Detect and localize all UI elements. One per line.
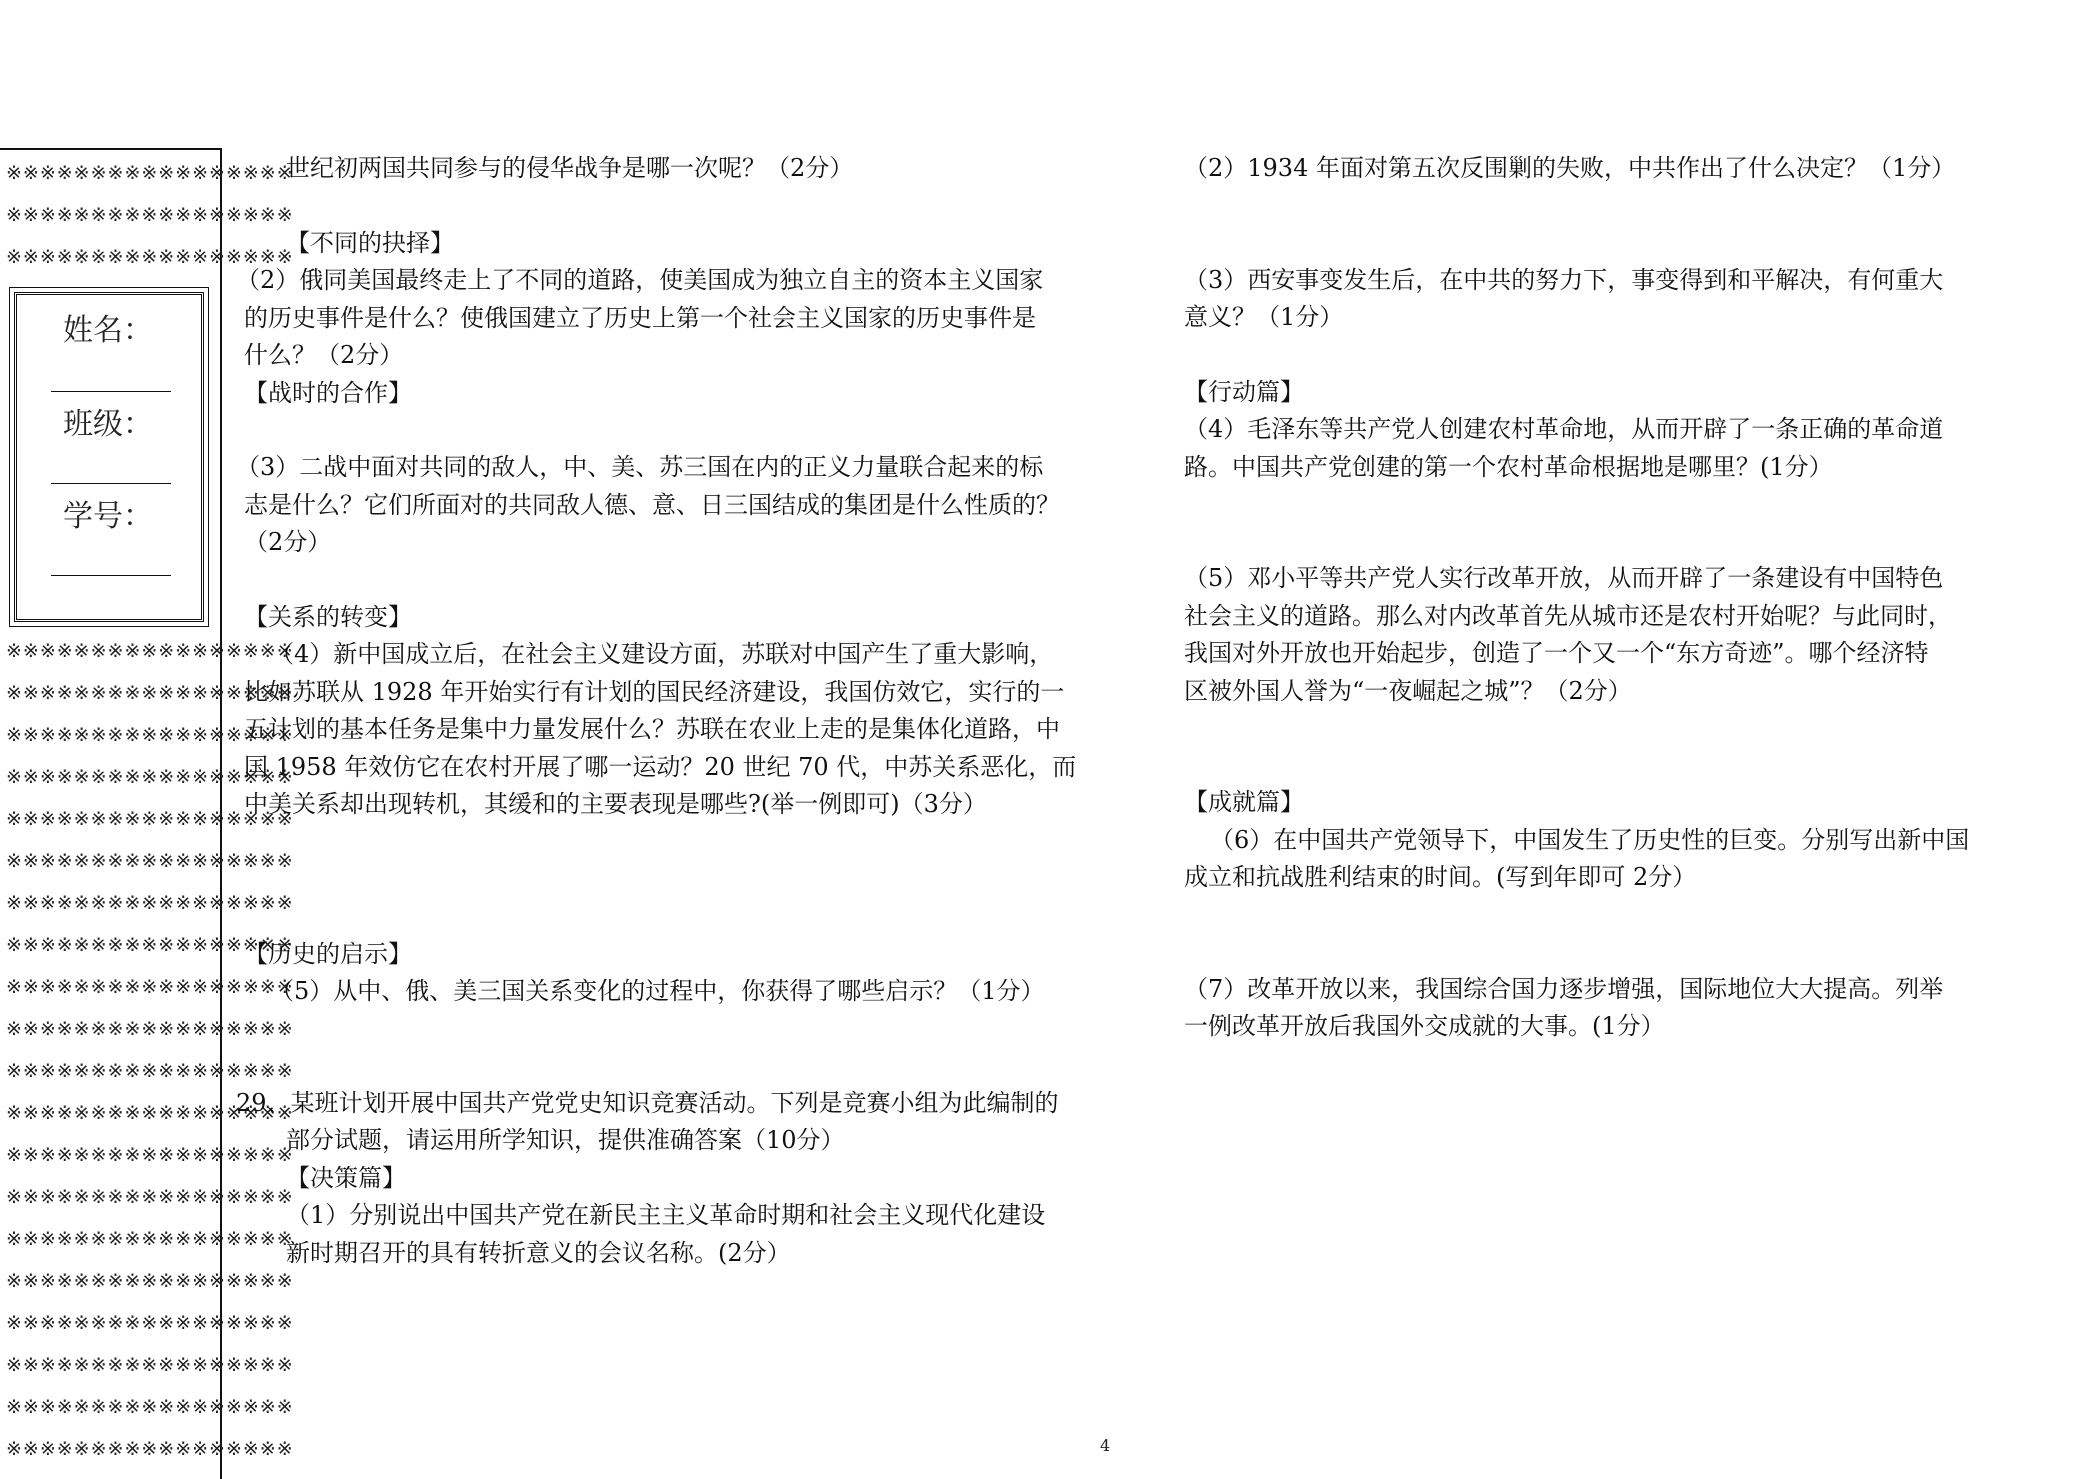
question-text: （7）改革开放以来，我国综合国力逐步增强，国际地位大大提高。列举: [1184, 974, 1944, 1003]
question-text: 意义？（1分）: [1184, 303, 1344, 331]
question-text: 五计划的基本任务是集中力量发展什么？苏联在农业上走的是集体化道路，中: [244, 715, 1060, 743]
margin-pattern-row: ※※※※※※※※※※※※※※※※※: [6, 1186, 294, 1208]
question-text: 成立和抗战胜利结束的时间。(写到年即可 2分）: [1184, 863, 1697, 891]
question-text: （5）从中、俄、美三国关系变化的过程中，你获得了哪些启示？（1分）: [270, 977, 1045, 1005]
question-text: 中美关系却出现转机，其缓和的主要表现是哪些?(举一例即可)（3分）: [244, 790, 987, 818]
margin-pattern-row: ※※※※※※※※※※※※※※※※※: [6, 1270, 294, 1292]
margin-pattern-row: ※※※※※※※※※※※※※※※※※: [6, 1396, 294, 1418]
question-text: 区被外国人誉为“一夜崛起之城”？（2分）: [1184, 676, 1632, 705]
margin-pattern-row: ※※※※※※※※※※※※※※※※※: [6, 976, 294, 998]
right-column: [1176, 150, 1996, 1046]
section-heading: 【不同的抉择】: [286, 228, 454, 257]
question-text: （6）在中国共产党领导下，中国发生了历史性的巨变。分别写出新中国: [1210, 825, 1970, 854]
question-text: （3）二战中面对共同的敌人，中、美、苏三国在内的正义力量联合起来的标: [236, 453, 1044, 481]
margin-pattern-row: ※※※※※※※※※※※※※※※※※: [6, 1060, 294, 1082]
margin-pattern-row: ※※※※※※※※※※※※※※※※※: [6, 1102, 294, 1124]
question-text: （4）新中国成立后，在社会主义建设方面，苏联对中国产生了重大影响，: [270, 640, 1054, 668]
section-heading: 【成就篇】: [1184, 788, 1304, 816]
name-label: 姓名：: [63, 313, 153, 348]
margin-pattern-row: ※※※※※※※※※※※※※※※※※: [6, 934, 294, 956]
question-text: 路。中国共产党创建的第一个农村革命根据地是哪里？(1分）: [1184, 452, 1833, 481]
question-text: 部分试题，请运用所学知识，提供准确答案（10分）: [286, 1126, 845, 1154]
class-label: 班级：: [63, 407, 153, 442]
question-text: 社会主义的道路。那么对内改革首先从城市还是农村开始呢？与此同时，: [1184, 601, 1952, 630]
section-heading: 【行动篇】: [1184, 377, 1304, 406]
id-label: 学号：: [63, 499, 153, 534]
margin-pattern-row: ※※※※※※※※※※※※※※※※※: [6, 1144, 294, 1166]
margin-pattern-row: ※※※※※※※※※※※※※※※※※: [6, 850, 294, 872]
name-field-line[interactable]: [51, 391, 171, 392]
margin-pattern-row: ※※※※※※※※※※※※※※※※※: [6, 808, 294, 830]
margin-pattern-row: ※※※※※※※※※※※※※※※※※: [6, 640, 294, 662]
margin-pattern-row: ※※※※※※※※※※※※※※※※※: [6, 724, 294, 746]
question-text: 比如苏联从 1928 年开始实行有计划的国民经济建设，我国仿效它，实行的一: [244, 677, 1065, 706]
section-heading: 【决策篇】: [286, 1163, 406, 1192]
question-text: （2）1934 年面对第五次反围剿的失败，中共作出了什么决定？（1分）: [1184, 154, 1956, 182]
section-heading: 【历史的启示】: [244, 939, 412, 968]
margin-pattern-row: ※※※※※※※※※※※※※※※※※: [6, 1312, 294, 1334]
margin-pattern-row: ※※※※※※※※※※※※※※※※※: [6, 682, 294, 704]
margin-pattern-row: ※※※※※※※※※※※※※※※※※: [6, 1354, 294, 1376]
margin-pattern-row: ※※※※※※※※※※※※※※※※※: [6, 246, 294, 268]
question-text: （1）分别说出中国共产党在新民主主义革命时期和社会主义现代化建设: [286, 1201, 1046, 1229]
question-text: 世纪初两国共同参与的侵华战争是哪一次呢？（2分）: [286, 154, 854, 182]
margin-pattern-row: ※※※※※※※※※※※※※※※※※: [6, 892, 294, 914]
question-text: 志是什么？它们所面对的共同敌人德、意、日三国结成的集团是什么性质的？: [244, 490, 1060, 519]
question-text: 29、某班计划开展中国共产党党史知识竞赛活动。下列是竞赛小组为此编制的: [236, 1088, 1059, 1117]
margin-pattern-row: ※※※※※※※※※※※※※※※※※: [6, 1438, 294, 1460]
section-heading: 【战时的合作】: [244, 378, 412, 407]
question-text: （5）邓小平等共产党人实行改革开放，从而开辟了一条建设有中国特色: [1184, 564, 1944, 592]
id-field-line[interactable]: [51, 575, 171, 576]
margin-pattern-row: ※※※※※※※※※※※※※※※※※: [6, 162, 294, 184]
question-text: 我国对外开放也开始起步，创造了一个又一个“东方奇迹”。哪个经济特: [1184, 639, 1929, 667]
question-text: （2）俄同美国最终走上了不同的道路，使美国成为独立自主的资本主义国家: [236, 266, 1044, 294]
margin-pattern-row: ※※※※※※※※※※※※※※※※※: [6, 766, 294, 788]
question-text: 什么？（2分）: [244, 341, 404, 369]
question-text: 新时期召开的具有转折意义的会议名称。(2分）: [286, 1238, 791, 1267]
student-info-box: [14, 292, 204, 622]
margin-pattern-row: ※※※※※※※※※※※※※※※※※: [6, 204, 294, 226]
class-field-line[interactable]: [51, 483, 171, 484]
question-text: （2分）: [244, 528, 332, 556]
question-text: （3）西安事变发生后，在中共的努力下，事变得到和平解决，有何重大: [1184, 265, 1944, 294]
left-column: [236, 150, 1096, 1272]
question-text: 一例改革开放后我国外交成就的大事。(1分）: [1184, 1012, 1665, 1040]
section-heading: 【关系的转变】: [244, 602, 412, 631]
margin-pattern-row: ※※※※※※※※※※※※※※※※※: [6, 1018, 294, 1040]
page-number: 4: [1100, 1436, 1111, 1455]
question-text: （4）毛泽东等共产党人创建农村革命地，从而开辟了一条正确的革命道: [1184, 415, 1944, 443]
question-text: 的历史事件是什么？使俄国建立了历史上第一个社会主义国家的历史事件是: [244, 303, 1036, 332]
question-text: 国 1958 年效仿它在农村开展了哪一运动？20 世纪 70 代，中苏关系恶化，而: [244, 752, 1077, 781]
margin-pattern-row: ※※※※※※※※※※※※※※※※※: [6, 1228, 294, 1250]
